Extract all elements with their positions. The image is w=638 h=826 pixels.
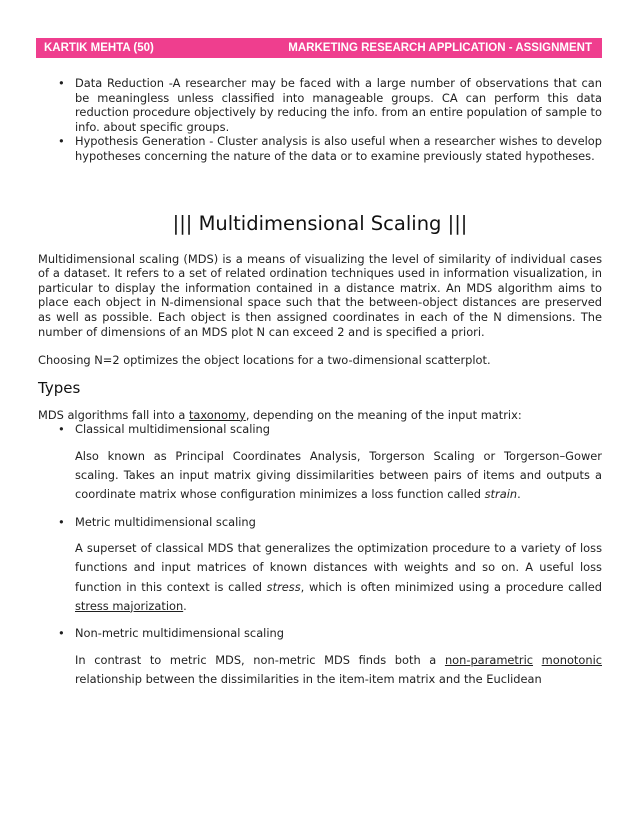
mds-intro-paragraph: Multidimensional scaling (MDS) is a means of visualizing the level of similarity of individual cases of a dataset. It refers to a set of related ordination techniques used in information visualization, in particular to display the information contained in a distance matrix. An MDS algorithm aims to place each object in N-dimensional space such that the between-object distances are preserved as well as possible. Each object is then assigned coordinates in each of the N dimensions. The number of dimensions of an MDS plot N can exceed 2 and is specified a priori. bbox=[38, 251, 602, 339]
cluster-benefits-list bbox=[38, 76, 602, 164]
stress-term: stress bbox=[266, 579, 301, 594]
classical-mds-description bbox=[75, 447, 602, 505]
choosing-paragraph: Choosing N=2 optimizes the object locations for a two-dimensional scatterplot. bbox=[38, 353, 491, 368]
nonmetric-desc-end: relationship between the dissimilarities in the item-item matrix and the Euclidean bbox=[75, 671, 542, 686]
taxonomy-text-after: , depending on the meaning of the input matrix: bbox=[245, 407, 522, 422]
monotonic-link[interactable]: monotonic bbox=[541, 652, 602, 667]
nonmetric-desc-space bbox=[533, 653, 542, 667]
list-item-classical-mds bbox=[38, 422, 602, 504]
strain-term: strain bbox=[484, 487, 518, 502]
metric-desc-text: A superset of classical MDS that generalizes the optimization procedure to a variety of loss functions and input matrices of known distances with weights and so on. A useful loss function in this context is called bbox=[75, 541, 602, 594]
taxonomy-text-before: MDS algorithms fall into a bbox=[38, 407, 189, 422]
metric-mds-description bbox=[75, 539, 602, 616]
list-item-metric-mds bbox=[38, 515, 602, 616]
nonmetric-mds-title: • Non-metric multidimensional scaling bbox=[75, 625, 284, 640]
classical-mds-title: • Classical multidimensional scaling bbox=[75, 422, 270, 437]
list-item-data-reduction: • Data Reduction -A researcher may be faced with a large number of observations that can be meaningless unless classified into manageable groups. CA can perform this data reduction procedure objectively by reducing the info. from an entire population of sample to info. about specific groups. bbox=[38, 76, 602, 134]
types-heading: Types bbox=[38, 378, 81, 397]
nonmetric-mds-description bbox=[75, 651, 602, 689]
classical-desc-text: Also known as Principal Coordinates Analysis, Torgerson Scaling or Torgerson–Gower scaling. Takes an input matrix giving dissimilarities between pairs of items and outputs a coordinate matrix whose configuration minimizes a loss function called bbox=[75, 448, 602, 502]
page-header bbox=[36, 38, 602, 58]
list-item-nonmetric-mds bbox=[38, 626, 602, 689]
classical-desc-end: . bbox=[517, 487, 521, 502]
header-author: KARTIK MEHTA (50) bbox=[44, 42, 154, 54]
metric-desc-mid: , which is often minimized using a procedure called bbox=[300, 579, 602, 594]
taxonomy-paragraph bbox=[38, 408, 602, 423]
stress-majorization-link[interactable]: stress majorization bbox=[75, 598, 184, 613]
metric-mds-title: • Metric multidimensional scaling bbox=[75, 514, 256, 529]
section-title: ||| Multidimensional Scaling ||| bbox=[172, 211, 468, 235]
header-course: MARKETING RESEARCH APPLICATION - ASSIGNMENT bbox=[288, 42, 592, 54]
document-body bbox=[38, 76, 602, 699]
mds-types-list bbox=[38, 422, 602, 689]
list-item-hypothesis-generation: • Hypothesis Generation - Cluster analysis is also useful when a researcher wishes to develop hypotheses concerning the nature of the data or to examine previously stated hypotheses. bbox=[38, 134, 602, 163]
nonmetric-desc-text: In contrast to metric MDS, non-metric MDS finds both a bbox=[75, 652, 445, 667]
taxonomy-link[interactable]: taxonomy bbox=[188, 407, 246, 422]
non-parametric-link[interactable]: non-parametric bbox=[444, 652, 534, 667]
metric-desc-end: . bbox=[183, 598, 187, 613]
